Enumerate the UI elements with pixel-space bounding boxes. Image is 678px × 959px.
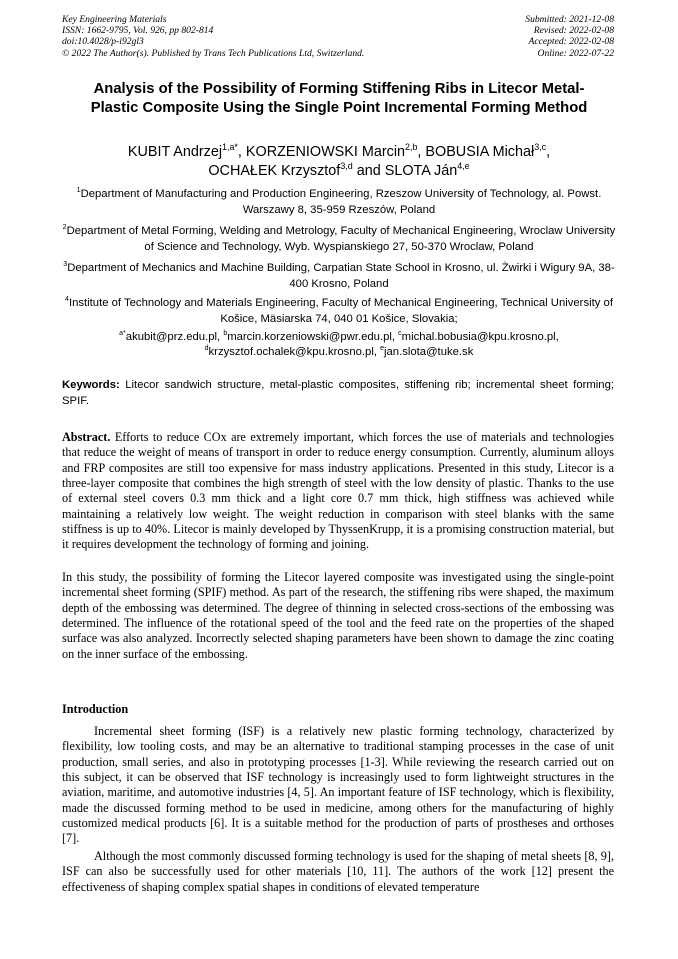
- abstract-paragraph: [62, 430, 614, 553]
- email-address: michal.bobusia@kpu.krosno.pl,: [401, 331, 559, 343]
- author-separator: ,: [237, 144, 246, 160]
- affiliation-1: [62, 186, 616, 218]
- revised-date: Revised: 2022-02-08: [533, 25, 614, 37]
- keywords-label: Keywords:: [62, 379, 120, 391]
- email-address: krzysztof.ochalek@kpu.krosno.pl,: [208, 346, 381, 358]
- issn-line: ISSN: 1662-9795, Vol. 926, pp 802-814: [62, 25, 214, 37]
- author-affiliation-mark: 1,a*: [222, 142, 238, 153]
- email-mark: a*: [119, 330, 126, 338]
- keywords-text: Litecor sandwich structure, metal-plastic composites, stiffening rib; incremental sheet forming; SPIF.: [62, 379, 614, 407]
- author-name: KUBIT Andrzej: [127, 144, 223, 160]
- author-separator: ,: [546, 144, 551, 160]
- abstract-study-paragraph: In this study, the possibility of forming the Litecor layered composite was investigated using the single-point incremental sheet forming (SPIF) method. As part of the research, the stiffening ribs were shaped, the maximum depth of the embossing was determined. The degree of thinning in selected cross-sections of the embossing was determined. The influence of the rotational speed of the tool and the feed rate on the properties of the shaped surface was also analyzed. Incorrectly selected shaping parameters have been shown to damage the zinc coating on the inner surface of the embossing.: [62, 570, 614, 661]
- introduction-paragraph-1: Incremental sheet forming (ISF) is a relatively new plastic forming technology, characterized by flexibility, low tooling costs, and may be an alternative to traditional stamping processes in the case of unit production, small series, and also in prototyping processes [1-3]. While reviewing the research carried out on this subject, it can be observed that ISF technology is increasingly used to form lightweight structures in the aviation, maritime, and automotive industries [4, 5]. An important feature of ISF technology, which is flexibility, made the discussed forming method to be used in medicine, among others for the manufacturing of highly customized medical products [6]. It is a suitable method for the production of parts of prostheses and orthoses [7].: [62, 724, 614, 846]
- accepted-date: Accepted: 2022-02-08: [528, 36, 614, 48]
- author-name: SLOTA Ján: [384, 163, 458, 179]
- affiliation-text: Department of Mechanics and Machine Building, Carpatian State School in Krosno, ul. Żwirki i Wigury 9A, 38-400 Krosno, Poland: [67, 262, 615, 290]
- email-mark: e: [380, 345, 385, 353]
- affiliation-4: [62, 295, 616, 327]
- submitted-date: Submitted: 2021-12-08: [525, 14, 614, 25]
- email-mark: c: [398, 330, 402, 338]
- email-address: jan.slota@tuke.sk: [384, 346, 474, 358]
- author-name: KORZENIOWSKI Marcin: [245, 144, 406, 160]
- email-mark: d: [204, 345, 209, 353]
- affiliation-mark: 2: [62, 224, 67, 232]
- author-name: BOBUSIA Michał: [425, 144, 535, 160]
- abstract-text: Efforts to reduce COx are extremely important, which forces the use of materials and technologies that reduce the weight of means of transport in order to reduce energy consumption. Currently, aluminum alloys and FRP composites are still too expensive for mass industry applications. Presented in this study, Litecor is a three-layer composite that combines the high strength of steel with the low density of plastic. Thanks to the use of external steel covers 0.3 mm thick and a light core 0.7 mm thick, high stiffness was achieved while maintaining a relatively low weight. The weight reduction in comparison with steel blanks with the same stiffness is up to 40%. Litecor is mainly developed by ThyssenKrupp, it is a promising construction material, but it requires development the technology of forming and joining.: [62, 430, 614, 552]
- affiliation-text: Department of Manufacturing and Production Engineering, Rzeszow University of Technology, al. Powst. Warszawy 8, 35-959 Rzeszów, Poland: [80, 188, 602, 216]
- dates-header: [414, 14, 614, 59]
- introduction-paragraph-2: Although the most commonly discussed forming technology is used for the shaping of metal sheets [8, 9], ISF can also be successfully used for other materials [10, 11]. The authors of the work [12] present the effectiveness of shaping complex spatial shapes in conditions of elevated temperature: [62, 849, 614, 894]
- author-affiliation-mark: 2,b: [405, 142, 418, 153]
- abstract-label: Abstract.: [62, 430, 111, 444]
- copyright-line: © 2022 The Author(s). Published by Trans Tech Publications Ltd, Switzerland.: [62, 47, 365, 59]
- author-emails: [62, 330, 616, 360]
- online-date: Online: 2022-07-22: [537, 47, 614, 59]
- keywords-section: [62, 378, 614, 409]
- email-address: marcin.korzeniowski@pwr.edu.pl,: [227, 331, 399, 343]
- author-separator: and: [352, 163, 385, 179]
- introduction-heading: Introduction: [62, 702, 129, 716]
- affiliation-text: Institute of Technology and Materials Engineering, Faculty of Mechanical Engineering, Technical University of Košice, Mäsiarska 74, 040 01 Košice, Slovakia;: [68, 297, 613, 325]
- author-affiliation-mark: 3,c: [534, 142, 547, 153]
- affiliation-mark: 3: [63, 261, 68, 269]
- author-name: OCHAŁEK Krzysztof: [208, 163, 341, 179]
- email-address: akubit@prz.edu.pl,: [125, 331, 224, 343]
- author-list: [70, 143, 608, 181]
- affiliation-mark: 4: [65, 296, 69, 304]
- affiliation-mark: 1: [76, 187, 81, 195]
- affiliation-3: [62, 260, 616, 292]
- journal-name: Key Engineering Materials: [62, 14, 167, 25]
- paper-title: Analysis of the Possibility of Forming Stiffening Ribs in Litecor Metal-Plastic Composite Using the Single Point Incremental Forming Method: [90, 81, 588, 116]
- doi-line: doi:10.4028/p-i92gl3: [62, 36, 144, 48]
- affiliation-text: Department of Metal Forming, Welding and Metrology, Faculty of Mechanical Engineering, Wroclaw University of Science and Technology, Wyb. Wyspianskiego 27, 50-370 Wroclaw, Poland: [66, 225, 616, 253]
- author-affiliation-mark: 3,d: [340, 161, 353, 172]
- author-affiliation-mark: 4,e: [457, 161, 470, 172]
- author-separator: ,: [417, 144, 426, 160]
- email-mark: b: [223, 330, 228, 338]
- affiliation-2: [62, 223, 616, 255]
